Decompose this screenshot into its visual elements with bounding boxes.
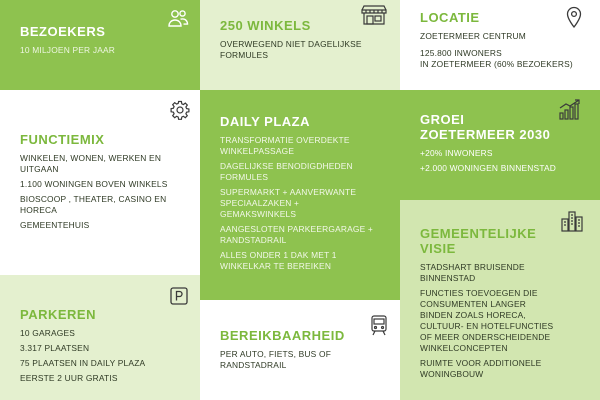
tile-winkels xyxy=(200,0,400,90)
tile-line: BIOSCOOP , THEATER, CASINO EN xyxy=(20,194,167,204)
tile-line: UITGAAN xyxy=(20,164,59,174)
tile-title: VISIE xyxy=(420,241,456,256)
tile-parkeren xyxy=(0,275,200,400)
tile-line: 10 GARAGES xyxy=(20,328,76,338)
tile-title: GEMEENTELIJKE xyxy=(420,226,537,241)
tile-line: WINKELCONCEPTEN xyxy=(420,343,508,353)
tile-line: OVERWEGEND NIET DAGELIJKSE xyxy=(220,39,362,49)
tile-line: SPECIAALZAKEN + xyxy=(220,198,300,208)
tile-title: 250 WINKELS xyxy=(220,18,311,33)
tile-title: FUNCTIEMIX xyxy=(20,132,105,147)
tile-line: ALLES ONDER 1 DAK MET 1 xyxy=(220,250,337,260)
tile-line: WINKELPASSAGE xyxy=(220,146,295,156)
tile-line: 10 MILJOEN PER JAAR xyxy=(20,45,116,55)
tile-line: DAGELIJKSE BENODIGDHEDEN xyxy=(220,161,353,171)
tile-title: PARKEREN xyxy=(20,307,96,322)
location-pin-icon xyxy=(566,6,582,28)
tile-line: IN ZOETERMEER (60% BEZOEKERS) xyxy=(420,59,573,69)
tile-line: BINDEN ZOALS HORECA, xyxy=(420,310,526,320)
tile-gemeentelijke-visie xyxy=(400,200,600,400)
tile-line: AANGESLOTEN PARKEERGARAGE + xyxy=(220,224,374,234)
people-icon xyxy=(166,6,190,30)
tile-line: RANDSTADRAIL xyxy=(220,235,287,245)
tile-functiemix xyxy=(0,90,200,275)
tile-line: RANDSTADRAIL xyxy=(220,360,287,370)
tile-line: WINKELKAR TE BEREIKEN xyxy=(220,261,332,271)
tile-line: BINNENSTAD xyxy=(420,273,476,283)
tile-title: LOCATIE xyxy=(420,10,480,25)
tile-title: BEZOEKERS xyxy=(20,24,106,39)
tile-line: FUNCTIES TOEVOEGEN DIE xyxy=(420,288,538,298)
tile-line: ZOETERMEER CENTRUM xyxy=(420,31,526,41)
tile-title: GROEI xyxy=(420,112,465,127)
tile-line: TRANSFORMATIE OVERDEKTE xyxy=(220,135,350,145)
tile-line: WINKELEN, WONEN, WERKEN EN xyxy=(20,153,162,163)
tile-line: RUIMTE VOOR ADDITIONELE xyxy=(420,358,542,368)
tile-line: +20% INWONERS xyxy=(420,148,493,158)
tile-line: CULTUUR- EN HOTELFUNCTIES xyxy=(420,321,554,331)
tile-line: CONSUMENTEN LANGER xyxy=(420,299,526,309)
tile-bereikbaarheid xyxy=(200,300,400,400)
tile-daily-plaza xyxy=(200,90,400,300)
tile-title: ZOETERMEER 2030 xyxy=(420,127,551,142)
tile-line: 3.317 PLAATSEN xyxy=(20,343,90,353)
tile-title: DAILY PLAZA xyxy=(220,114,311,129)
tile-line: GEMEENTEHUIS xyxy=(20,220,90,230)
city-buildings-icon xyxy=(560,210,584,232)
tile-line: PER AUTO, FIETS, BUS OF xyxy=(220,349,332,359)
tile-bezoekers xyxy=(0,0,200,90)
parking-icon xyxy=(170,287,188,305)
tile-locatie xyxy=(400,0,600,90)
tile-line: FORMULES xyxy=(220,50,269,60)
tile-groei xyxy=(400,90,600,200)
tile-line: EERSTE 2 UUR GRATIS xyxy=(20,373,118,383)
tile-line: 1.100 WONINGEN BOVEN WINKELS xyxy=(20,179,168,189)
tile-line: SUPERMARKT + AANVERWANTE xyxy=(220,187,357,197)
storefront-icon xyxy=(360,4,388,26)
tile-line: OF MEER ONDERSCHEIDENDE xyxy=(420,332,551,342)
tile-line: HORECA xyxy=(20,205,58,215)
gear-icon xyxy=(170,100,190,120)
tram-icon xyxy=(370,314,388,336)
tile-line: FORMULES xyxy=(220,172,269,182)
tile-title: BEREIKBAARHEID xyxy=(220,328,345,343)
tile-line: 125.800 INWONERS xyxy=(420,48,502,58)
tile-line: WONINGBOUW xyxy=(420,369,484,379)
tile-line: +2.000 WONINGEN BINNENSTAD xyxy=(420,163,557,173)
tile-line: 75 PLAATSEN IN DAILY PLAZA xyxy=(20,358,146,368)
tile-line: STADSHART BRUISENDE xyxy=(420,262,525,272)
growth-chart-icon xyxy=(558,98,582,120)
tile-line: GEMAKSWINKELS xyxy=(220,209,297,219)
